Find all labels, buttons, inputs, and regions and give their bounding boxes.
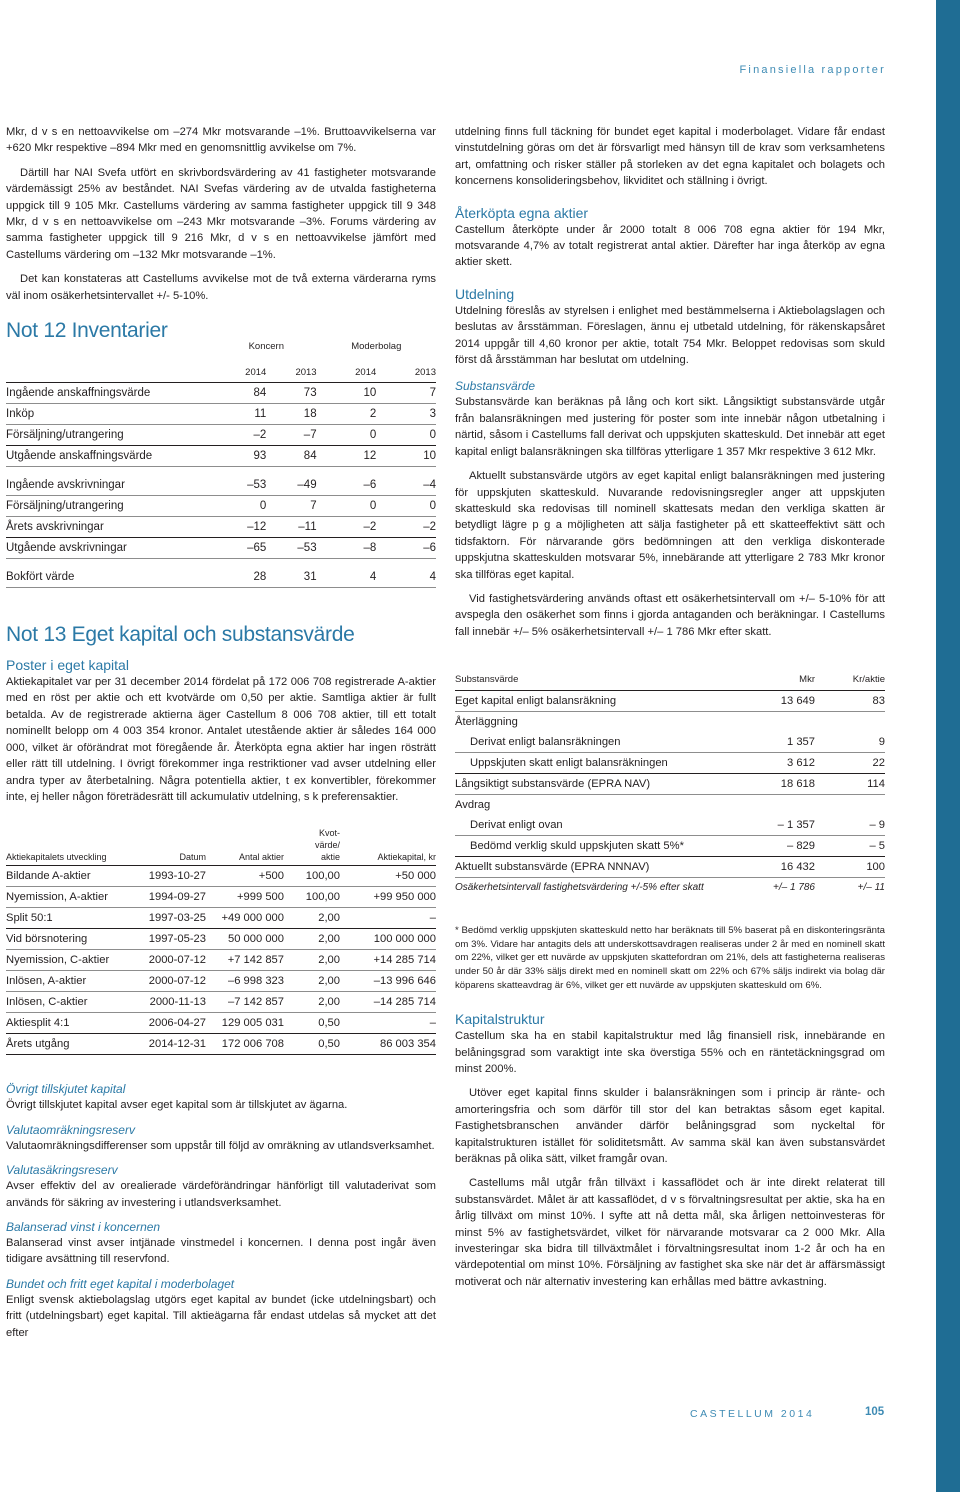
cell: –8 — [317, 538, 377, 559]
cell: 2000-07-12 — [124, 971, 206, 992]
cell: +14 285 714 — [340, 950, 436, 971]
col-header: Kr/aktie — [815, 670, 885, 691]
cell: 0 — [376, 425, 436, 446]
cell: – — [340, 908, 436, 929]
cell: 7 — [376, 383, 436, 404]
row-label: Bedömd verklig skuld uppskjuten skatt 5%* — [455, 836, 735, 857]
cell: 73 — [266, 383, 316, 404]
cell: –49 — [266, 475, 316, 496]
cell — [735, 795, 815, 816]
net-asset-value-table — [455, 670, 885, 898]
side-color-bar — [936, 0, 960, 1492]
group-moderbolag: Moderbolag — [351, 340, 402, 352]
cell: 1993-10-27 — [124, 866, 206, 887]
cell: 9 — [815, 732, 885, 753]
cell: +50 000 — [340, 866, 436, 887]
cell — [815, 712, 885, 733]
cell: 129 005 031 — [206, 1013, 284, 1034]
cell: 100,00 — [284, 887, 340, 908]
page-number: 105 — [865, 1406, 885, 1418]
row-label: Försäljning/utrangering — [6, 496, 216, 517]
kapital-paragraph-3: Castellums mål utgår från tillväxt i kassaflödet och är inte direkt relaterat till substansvärdet. Målet är att kassaflödet, d v s förvaltningsresultat per aktie, ska ha en årlig tillväxt om minst 10%. I syfte att nå detta mål, ska årligen nettoinvesteras för minst 5% av fastighetsvärdet, vilket för närvarande motsvarar ca 2 000 Mkr. Alla investeringar ska bidra till tillväxtmålet i förvaltningsresultat inom 1-2 år och ha en värdepotential om minst 10%. Försäljning av fastighet ska ske när det är affärsmässigt motiverat och när alternativ investering kan erhållas med bättre avkastning. — [455, 1177, 885, 1288]
row-label: Derivat enligt ovan — [455, 815, 735, 836]
cell: 2,00 — [284, 950, 340, 971]
table-row — [455, 691, 885, 712]
ovrigt-title: Övrigt tillskjutet kapital — [6, 1082, 126, 1097]
aterkop-text: Castellum återköpte under år 2000 totalt 8 006 708 egna aktier för 194 Mkr, motsvarande 4,7% av totalt registrerat antal aktier. Därefter har inga återköp av egna aktier skett. — [455, 223, 885, 269]
kapital-paragraph-2: Utöver eget kapital finns skulder i balansräkningen som i princip är ränte- och amorteringsfria och som därför till stor del kan betraktas såsom eget kapital. Fastighetsbranschen använder därför belåningsgrad som nyckeltal för kapitalstrukturen istället för soliditetsmått. Av samma skäl kan även substansvärdet beräknas på olika sätt, vilket framgår ovan. — [455, 1087, 885, 1165]
cell: 31 — [266, 567, 316, 588]
cell: Bildande A-aktier — [6, 866, 124, 887]
table-row — [6, 517, 436, 538]
valuation-paragraph-3: Det kan konstateras att Castellums avvikelse mot de två externa värderarna ryms väl inom osäkerhetsintervallet +/- 5-10%. — [6, 273, 436, 302]
cell: 114 — [815, 774, 885, 795]
valuation-paragraph-2: Därtill har NAI Svefa utfört en skrivbordsvärdering av 41 fastigheter motsvarande värdemässigt 25% av beståndet. NAI Svefas värdering av de utvalda fastigheterna uppgick till 9 105 Mkr. Castellums värdering av samma fastigheter uppgick till 9 348 Mkr, d v s en nettoavvikelse om –243 Mkr motsvarande –3%. Forums värdering av samma fastigheter uppgick till 9 216 Mkr, d v s en nettoavvikelse jämfört med Castellums värdering om –132 Mkr motsvarande –1%. — [6, 166, 436, 261]
table-row — [6, 538, 436, 559]
table-row — [6, 1013, 436, 1034]
cell: 11 — [216, 404, 266, 425]
substans-paragraph-3: Vid fastighetsvärdering används oftast ett osäkerhetsintervall om +/– 5-10% för att avspegla den osäkerhet som finns i gjorda antaganden och beräkningar. I Castellums fall innebär +/– 5% osäkerhetsintervall +/– 1 786 Mkr efter skatt. — [455, 592, 885, 638]
row-label: Bokfört värde — [6, 567, 216, 588]
cell: 10 — [317, 383, 377, 404]
table-row — [455, 774, 885, 795]
row-label: Derivat enligt balansräkningen — [455, 732, 735, 753]
cell: – 1 357 — [735, 815, 815, 836]
cell: Inlösen, A-aktier — [6, 971, 124, 992]
cell — [735, 712, 815, 733]
col-header: Aktiekapital, kr — [340, 827, 436, 866]
table-row — [455, 857, 885, 878]
cell: 2006-04-27 — [124, 1013, 206, 1034]
table-row — [6, 950, 436, 971]
table-row — [6, 992, 436, 1013]
row-label: Utgående anskaffningsvärde — [6, 446, 216, 467]
cell: 4 — [317, 567, 377, 588]
row-label: Osäkerhetsintervall fastighetsvärdering +/-5% efter skatt — [455, 881, 704, 893]
valuation-paragraph-1: Mkr, d v s en nettoavvikelse om –274 Mkr motsvarande –1%. Bruttoavvikelserna var +620 Mkr respektive –894 Mkr med en genomsnittlig avvikelse om 7%. — [6, 126, 436, 155]
table-row — [6, 1034, 436, 1055]
cell: +49 000 000 — [206, 908, 284, 929]
cell: –2 — [216, 425, 266, 446]
cell: Nyemission, C-aktier — [6, 950, 124, 971]
row-label: Avdrag — [455, 798, 491, 811]
cell: 12 — [317, 446, 377, 467]
cell: –53 — [216, 475, 266, 496]
table-row — [455, 836, 885, 857]
row-label: Ingående anskaffningsvärde — [6, 383, 216, 404]
cell: 18 618 — [735, 774, 815, 795]
cell: 0 — [317, 425, 377, 446]
cell: –7 142 857 — [206, 992, 284, 1013]
utdelning-text: Utdelning föreslås av styrelsen i enlighet med bestämmelserna i Aktiebolagslagen och beslutas av årsstämman. Föreslagen, ännu ej utbetald utdelning, för räkenskapsåret 2014 uppgår till 4,60 kronor per aktie, totalt 754 Mkr. Beloppet redovisas som skuld först då årsstämman har beslutat om utdelning. — [455, 304, 885, 367]
cell: +500 — [206, 866, 284, 887]
bundet-text: Enligt svensk aktiebolagslag utgörs eget kapital av bundet (icke utdelningsbart) och fritt (utdelningsbart) eget kapital. Till aktieägarna får endast utdelas så mycket att det efter — [6, 1293, 436, 1339]
col-header-line: värde/ — [314, 840, 340, 851]
table-row — [6, 908, 436, 929]
cell: –2 — [317, 517, 377, 538]
cell: –11 — [266, 517, 316, 538]
cell: 2,00 — [284, 992, 340, 1013]
cell: 100,00 — [284, 866, 340, 887]
cell: +7 142 857 — [206, 950, 284, 971]
cell: –13 996 646 — [340, 971, 436, 992]
cell: 22 — [815, 753, 885, 774]
col-header-line: Kvot- — [318, 828, 340, 839]
cell: 100 — [815, 857, 885, 878]
group-koncern: Koncern — [248, 340, 284, 352]
cell: +/– 1 786 — [773, 881, 815, 893]
table-row — [6, 404, 436, 425]
cell: –53 — [266, 538, 316, 559]
row-label: Långsiktigt substansvärde (EPRA NAV) — [455, 774, 735, 795]
table-row — [455, 815, 885, 836]
cell: +/– 11 — [857, 881, 885, 893]
cell: 83 — [815, 691, 885, 712]
row-label: Utgående avskrivningar — [6, 538, 216, 559]
cell: 1 357 — [735, 732, 815, 753]
kapital-paragraph-1: Castellum ska ha en stabil kapitalstruktur med låg finansiell risk, innebärande en belåningsgrad som varaktigt inte ska överstiga 55% och en räntetäckningsgrad om minst 200%. — [455, 1030, 885, 1075]
cell — [815, 795, 885, 816]
table-row — [455, 795, 885, 816]
cell: Vid börsnotering — [6, 929, 124, 950]
right-column — [455, 124, 885, 1298]
col-header: Aktiekapitalets utveckling — [6, 827, 124, 866]
footer-brand: CASTELLUM 2014 — [690, 1408, 815, 1420]
year-header: 2013 — [376, 364, 436, 383]
valuta-text: Valutaomräkningsdifferenser som uppstår till följd av omräkning av utlandsverksamhet. — [6, 1139, 435, 1152]
cell: 84 — [266, 446, 316, 467]
cell: 0,50 — [284, 1034, 340, 1055]
table-row — [455, 732, 885, 753]
cell: –6 — [376, 538, 436, 559]
cell: 100 000 000 — [340, 929, 436, 950]
left-column — [6, 124, 436, 1349]
cell: Inlösen, C-aktier — [6, 992, 124, 1013]
cell: 0 — [376, 496, 436, 517]
cell: +999 500 — [206, 887, 284, 908]
table-row — [6, 383, 436, 404]
cell: 86 003 354 — [340, 1034, 436, 1055]
cell: 0 — [317, 496, 377, 517]
table-row — [455, 753, 885, 774]
cell: –7 — [266, 425, 316, 446]
col-header-line: aktie — [320, 852, 340, 863]
cell: 2014-12-31 — [124, 1034, 206, 1055]
row-label: Årets avskrivningar — [6, 517, 216, 538]
footnote: * Bedömd verklig uppskjuten skatteskuld netto har beräknats till 5% baserat på en diskonteringsränta om 3%. Vidare har antagits dels att underskottsavdragen realiseras under 2 år med en nominell skatt om 22%, vilket ger ett nuvärde av uppskjuten skattefordran om 21%, dels att fastigheterna realiseras under 50 år där 33% säljs direkt med en nominell skatt om 22% och 67% säljs indirekt via bolag där köparens skatteavdrag är 6%, vilket ger ett nuvärde av uppskjuten skatteskuld om 6%. — [455, 925, 885, 991]
cell: 16 432 — [735, 857, 815, 878]
col-header: Antal aktier — [206, 827, 284, 866]
cell: 2,00 — [284, 971, 340, 992]
table-row — [6, 887, 436, 908]
cell: Aktiesplit 4:1 — [6, 1013, 124, 1034]
cell: –4 — [376, 475, 436, 496]
row-label: Återläggning — [455, 715, 518, 728]
cell: 2,00 — [284, 929, 340, 950]
substans-paragraph-2: Aktuellt substansvärde utgörs av eget kapital enligt balansräkningen med justering för uppskjuten skatteskuld. Nuvarande redovisningsregler anger att uppskjuten skatteskuld ska redovisas till nominell skattesats medan den verkliga skatten är betydligt lägre p g a möjligheten att sälja fastigheter på ett skatteeffektivt sätt och tidsfaktorn. För närvarande görs bedömningen att den verkliga diskonterade uppskjutna skatteskulden motsvarar 5%, innebärande att ytterligare 2 783 Mkr kronor ska tillföras eget kapital. — [455, 470, 885, 581]
section-label: Finansiella rapporter — [739, 64, 886, 76]
cell: –14 285 714 — [340, 992, 436, 1013]
cell: 172 006 708 — [206, 1034, 284, 1055]
balans-title: Balanserad vinst i koncernen — [6, 1219, 161, 1234]
balans-text: Balanserad vinst avser intjänade vinstmedel i koncernen. I denna post ingår även tidigare avsättning till reservfond. — [6, 1236, 436, 1266]
row-label: Inköp — [6, 404, 216, 425]
note-13-title: Not 13 Eget kapital och substansvärde — [6, 623, 355, 647]
col-header: Substansvärde — [455, 670, 735, 691]
row-label: Aktuellt substansvärde (EPRA NNNAV) — [455, 857, 735, 878]
cell: 2000-07-12 — [124, 950, 206, 971]
cell: –6 998 323 — [206, 971, 284, 992]
cell: 7 — [266, 496, 316, 517]
poster-text: Aktiekapitalet var per 31 december 2014 fördelat på 172 006 708 registrerade A-aktier med en röst per aktie och ett kvotvärde om 0,50 per aktie. Samtliga aktier är fullt betalda. Av de registrerade aktierna äger Castellum 8 006 708 aktier, till ett totalt nominellt belopp om 4 003 354 kronor. Antalet utestående aktier är således 164 000 000, vilket är oförändrat mot föregående år. Återköpta egna aktier har ingen rösträtt eller rätt till utdelning. I övrigt förekommer inga restriktioner vad avser utdelning eller andra typer av återbetalning. Några potentiella aktier, t ex konvertibler, förekommer inte, ej heller någon företrädesrätt till ackumulativ utdelning, s k preferensaktier. — [6, 676, 436, 803]
col-header: Datum — [124, 827, 206, 866]
cell: 0 — [216, 496, 266, 517]
col-header — [284, 827, 340, 866]
cell: 93 — [216, 446, 266, 467]
cell: Årets utgång — [6, 1034, 124, 1055]
sakring-text: Avser effektiv del av orealierade värdeförändringar hänförligt till valutaderivat som används för säkring av investering i utlandsverksamhet. — [6, 1180, 436, 1209]
row-label: Försäljning/utrangering — [6, 425, 216, 446]
cell: –12 — [216, 517, 266, 538]
cell: 1994-09-27 — [124, 887, 206, 908]
cell: 3 612 — [735, 753, 815, 774]
kapital-title: Kapitalstruktur — [455, 1011, 545, 1028]
cell: 10 — [376, 446, 436, 467]
cell: 28 — [216, 567, 266, 588]
cell: 2,00 — [284, 908, 340, 929]
row-label: Ingående avskrivningar — [6, 475, 216, 496]
cell: – 829 — [735, 836, 815, 857]
ovrigt-text: Övrigt tillskjutet kapital avser eget kapital som är tillskjutet av ägarna. — [6, 1099, 348, 1112]
bundet-title: Bundet och fritt eget kapital i moderbolaget — [6, 1276, 235, 1291]
cell: 13 649 — [735, 691, 815, 712]
table-row — [455, 878, 885, 899]
cell: 3 — [376, 404, 436, 425]
utdelning-title: Utdelning — [455, 285, 515, 302]
cell: 4 — [376, 567, 436, 588]
table-row — [6, 475, 436, 496]
cell: Split 50:1 — [6, 908, 124, 929]
table-row — [6, 425, 436, 446]
cell: 2 — [317, 404, 377, 425]
table-row — [6, 446, 436, 467]
table-row — [6, 567, 436, 588]
cell: –65 — [216, 538, 266, 559]
cell: 1997-03-25 — [124, 908, 206, 929]
cell: 18 — [266, 404, 316, 425]
cell: 0,50 — [284, 1013, 340, 1034]
cell: +99 950 000 — [340, 887, 436, 908]
substans-title: Substansvärde — [455, 379, 536, 394]
aterkop-title: Återköpta egna aktier — [455, 204, 589, 221]
substans-paragraph-1: Substansvärde kan beräknas på lång och kort sikt. Långsiktigt substansvärde utgår från balansräkningen med justering för poster som inte innebär någon utbetalning i närtid, såsom i Castellums fall derivat och uppskjuten skatteskuld. Det innebär att eget kapital enligt balansräkningen ska tillföras ytterligare 1 357 Mkr respektive 3 612 Mkr. — [455, 396, 885, 458]
dividend-paragraph: utdelning finns full täckning för bundet eget kapital i moderbolaget. Vidare får endast vinstutdelning göras om det är försvarligt med hänsyn till de krav som verksamhetens art, omfattning och risker ställer på storleken av det egna kapitalet och bolagets och koncernens konsolideringsbehov, likviditet och ställning i övrigt. — [455, 126, 885, 188]
note-12-title: Not 12 Inventarier — [6, 319, 168, 343]
table-row — [6, 496, 436, 517]
table-row — [6, 971, 436, 992]
cell: –6 — [317, 475, 377, 496]
year-header: 2014 — [216, 364, 266, 383]
cell: Nyemission, A-aktier — [6, 887, 124, 908]
share-capital-table — [6, 827, 436, 1055]
cell: –2 — [376, 517, 436, 538]
table-row — [6, 929, 436, 950]
cell: 2000-11-13 — [124, 992, 206, 1013]
year-header: 2013 — [266, 364, 316, 383]
cell: – 9 — [815, 815, 885, 836]
cell: 50 000 000 — [206, 929, 284, 950]
year-header: 2014 — [317, 364, 377, 383]
cell: – — [340, 1013, 436, 1034]
row-label: Uppskjuten skatt enligt balansräkningen — [455, 753, 735, 774]
cell: – 5 — [815, 836, 885, 857]
cell: 1997-05-23 — [124, 929, 206, 950]
inventory-table — [6, 338, 436, 588]
row-label: Eget kapital enligt balansräkning — [455, 691, 735, 712]
cell: 84 — [216, 383, 266, 404]
table-row — [455, 712, 885, 733]
table-row — [6, 866, 436, 887]
col-header: Mkr — [735, 670, 815, 691]
poster-title: Poster i eget kapital — [6, 657, 129, 674]
sakring-title: Valutasäkringsreserv — [6, 1163, 118, 1178]
valuta-title: Valutaomräkningsreserv — [6, 1122, 135, 1137]
